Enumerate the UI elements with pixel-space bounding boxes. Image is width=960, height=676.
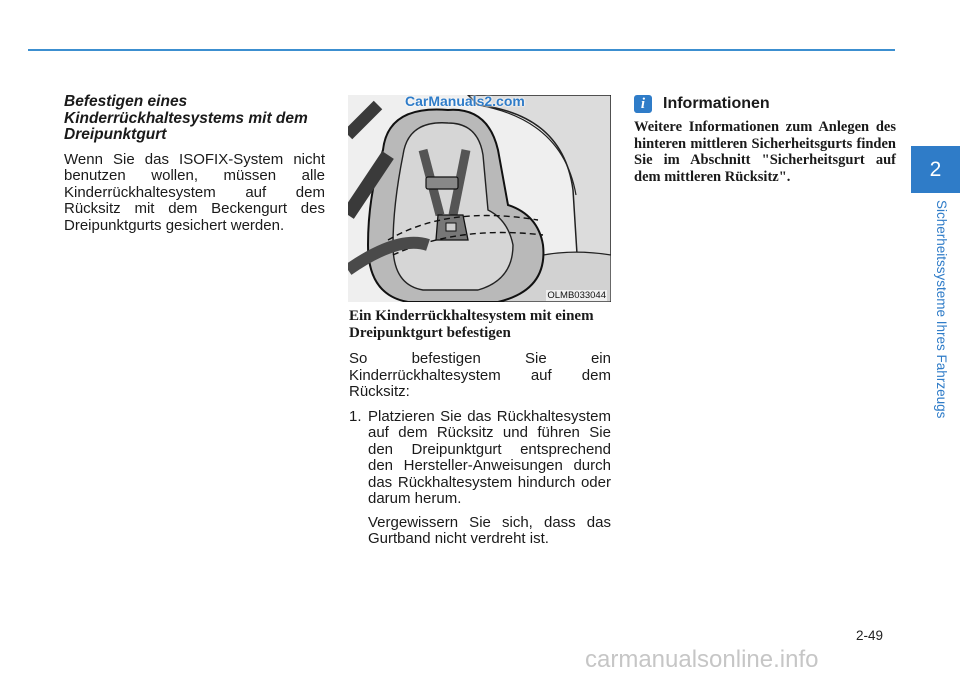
figure-code: OLMB033044 (547, 290, 606, 301)
section-body: Wenn Sie das ISOFIX-System nicht benutzen wollen, müssen alle Kinderrückhaltesystem auf dem Rücksitz mit dem Beckengurt des Dreipunktgurts gesichert werden. (64, 150, 325, 234)
procedure-intro: So befestigen Sie ein Kinderrückhaltesystem auf dem Rücksitz: (349, 350, 611, 400)
page-number: 2-49 (856, 628, 884, 643)
chapter-tab[interactable]: 2 (911, 146, 960, 193)
chapter-title: Sicherheitssysteme Ihres Fahrzeugs (934, 200, 949, 419)
step-text: Platzieren Sie das Rückhaltesystem auf dem Rücksitz und führen Sie den Dreipunktgurt entsprechend den Hersteller-Anweisungen durch das Rückhaltesystem hindurch oder darum herum. (368, 407, 611, 507)
info-icon: i (634, 95, 652, 113)
procedure-column (349, 308, 611, 548)
step-note: Vergewissern Sie sich, dass das Gurtband nicht verdreht ist. (368, 513, 611, 547)
child-seat-drawing (348, 95, 611, 302)
figure-caption: Ein Kinderrückhaltesystem mit einem Dreipunktgurt befestigen (349, 308, 594, 341)
info-header (634, 95, 896, 113)
section-column (64, 94, 325, 234)
list-item (349, 409, 611, 508)
info-title: Informationen (663, 95, 770, 112)
info-box (634, 95, 896, 185)
header-rule (28, 49, 895, 51)
footer-watermark[interactable]: carmanualsonline.info (585, 646, 819, 673)
watermark-link[interactable]: CarManuals2.com (405, 93, 525, 109)
step-number: 1. (349, 407, 362, 425)
child-seat-illustration (348, 95, 611, 302)
section-heading: Befestigen eines Kinderrückhaltesystems mit dem Dreipunktgurt (64, 93, 308, 143)
info-text: Weitere Informationen zum Anlegen des hinteren mittleren Sicherheitsgurts finden Sie im Abschnitt "Sicherheitsgurt auf dem mittleren Rücksitz". (634, 119, 896, 185)
